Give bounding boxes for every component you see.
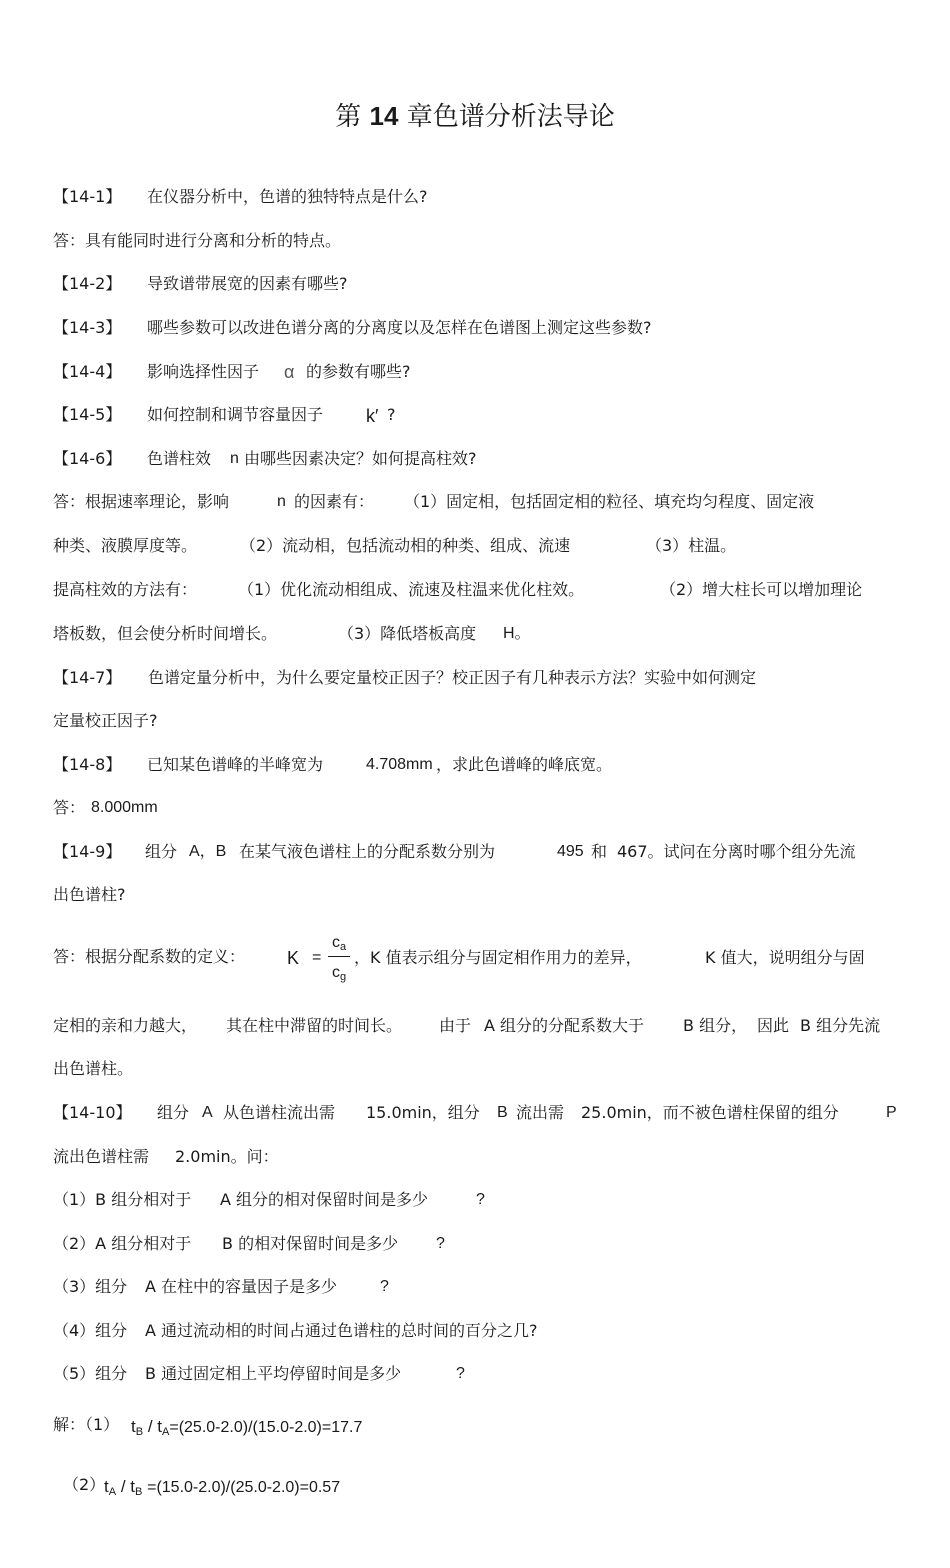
question-text: 467。试问在分离时哪个组分先流 xyxy=(617,842,856,861)
question-tag: 【14-10】 xyxy=(53,1103,132,1122)
value: 495 xyxy=(557,843,584,860)
answer-text: 提高柱效的方法有： xyxy=(53,580,198,599)
question-tag: 【14-9】 xyxy=(53,842,122,861)
question-text: 哪些参数可以改进色谱分离的分离度以及怎样在色谱图上测定这些参数? xyxy=(147,318,652,337)
answer-text: 的因素有： xyxy=(294,492,375,511)
question-text: P xyxy=(886,1104,897,1121)
answer-text: 出色谱柱。 xyxy=(53,1059,134,1078)
solution-label: 解：（1） xyxy=(53,1415,120,1434)
question-text: 25.0min，而不被色谱柱保留的组分 xyxy=(581,1103,839,1122)
k-prime-symbol: k′ xyxy=(366,406,379,426)
sub-question: B 的相对保留时间是多少 xyxy=(222,1234,399,1253)
answer-text: A 组分的分配系数大于 xyxy=(484,1016,645,1035)
question-text: 色谱柱效 xyxy=(147,449,212,468)
question-tag: 【14-2】 xyxy=(53,274,122,293)
symbol: n xyxy=(277,493,286,510)
question-text: 2.0min。问： xyxy=(175,1147,279,1166)
question-text: A xyxy=(202,1104,213,1121)
fraction-denominator: $c_g$ xyxy=(331,964,347,983)
value: 4.708mm xyxy=(366,756,433,773)
formula-k: K xyxy=(287,948,300,968)
sub-question: （3）组分 xyxy=(53,1277,128,1296)
question-text: 在某气液色谱柱上的分配系数分别为 xyxy=(239,842,496,861)
alpha-symbol: α xyxy=(284,362,295,382)
page-title: 第 14 章色谱分析法导论 xyxy=(335,101,615,132)
sub-question: （5）组分 xyxy=(53,1364,128,1383)
question-text: 流出色谱柱需 xyxy=(53,1147,150,1166)
sub-question: （2）A 组分相对于 xyxy=(53,1234,192,1253)
answer-text: 定相的亲和力越大， xyxy=(53,1016,198,1035)
question-text: ? xyxy=(387,405,396,424)
question-tag: 【14-8】 xyxy=(53,755,122,774)
formula-ta-tb: $t_A / t_B =(15.0-2.0)/(25.0-2.0)=0.57$ xyxy=(104,1477,341,1498)
question-tag: 【14-5】 xyxy=(53,405,122,424)
question-text: 在仪器分析中，色谱的独特特点是什么? xyxy=(147,187,428,206)
solution-label: （2） xyxy=(63,1475,106,1494)
answer-text: （3）柱温。 xyxy=(646,536,737,555)
question-text: 流出需 xyxy=(516,1103,565,1122)
sub-question: （1）B 组分相对于 xyxy=(53,1190,192,1209)
formula-tb-ta: $t_B / t_A=(25.0-2.0)/(15.0-2.0)=17.7$ xyxy=(131,1417,363,1438)
sub-question: ? xyxy=(436,1235,445,1252)
question-tag: 【14-6】 xyxy=(53,449,122,468)
sub-question: A 组分的相对保留时间是多少 xyxy=(220,1190,429,1209)
symbol: n xyxy=(230,450,239,467)
question-text: 已知某色谱峰的半峰宽为 xyxy=(147,755,324,774)
answer-text: 答：具有能同时进行分离和分析的特点。 xyxy=(53,231,342,250)
sub-question: A 通过流动相的时间占通过色谱柱的总时间的百分之几? xyxy=(145,1321,538,1340)
answer-text: 塔板数，但会使分析时间增长。 xyxy=(53,624,278,643)
question-text: 组分 xyxy=(157,1103,190,1122)
sub-question: B 通过固定相上平均停留时间是多少 xyxy=(145,1364,402,1383)
sub-question: A 在柱中的容量因子是多少 xyxy=(145,1277,338,1296)
question-text: 导致谱带展宽的因素有哪些? xyxy=(147,274,348,293)
question-text: ，求此色谱峰的峰底宽。 xyxy=(436,755,613,774)
answer-text: B 组分， xyxy=(683,1016,748,1035)
question-text: A，B xyxy=(189,843,227,860)
answer-text: （1）优化流动相组成、流速及柱温来优化柱效。 xyxy=(238,580,585,599)
question-text: 色谱定量分析中，为什么要定量校正因子？校正因子有几种表示方法？实验中如何测定 xyxy=(148,668,757,687)
answer-text: 因此 xyxy=(757,1016,790,1035)
sub-question: （4）组分 xyxy=(53,1321,128,1340)
answer-text: 答： xyxy=(53,798,86,817)
question-text: 出色谱柱? xyxy=(53,885,126,904)
sub-question: ? xyxy=(380,1278,389,1295)
question-text: 组分 xyxy=(145,842,178,861)
question-text: 和 xyxy=(591,842,608,861)
answer-text: B 组分先流 xyxy=(800,1016,881,1035)
formula-equals: = xyxy=(312,949,322,966)
fraction-numerator: $c_a$ xyxy=(331,934,347,953)
answer-text: 其在柱中滞留的时间长。 xyxy=(226,1016,403,1035)
answer-text: （2）增大柱长可以增加理论 xyxy=(660,580,863,599)
question-text: 定量校正因子? xyxy=(53,711,158,730)
question-text: 的参数有哪些? xyxy=(306,362,411,381)
sub-question: ? xyxy=(456,1365,465,1382)
question-text: 如何控制和调节容量因子 xyxy=(147,405,324,424)
answer-text: （1）固定相，包括固定相的粒径、填充均匀程度、固定液 xyxy=(404,492,815,511)
answer-text: （2）流动相，包括流动相的种类、组成、流速 xyxy=(240,536,571,555)
question-text: B xyxy=(497,1104,508,1121)
answer-text: 种类、液膜厚度等。 xyxy=(53,536,198,555)
answer-text: H。 xyxy=(503,625,531,642)
answer-text: （3）降低塔板高度 xyxy=(338,624,477,643)
sub-question: ? xyxy=(476,1191,485,1208)
question-text: 由哪些因素决定？如何提高柱效? xyxy=(244,449,477,468)
question-text: 15.0min，组分 xyxy=(366,1103,480,1122)
answer-text: K 值大，说明组分与固 xyxy=(705,948,865,967)
answer-text: 答：根据速率理论，影响 xyxy=(53,492,230,511)
answer-text: 由于 xyxy=(439,1016,472,1035)
question-text: 影响选择性因子 xyxy=(147,362,260,381)
answer-text: ，K 值表示组分与固定相作用力的差异， xyxy=(354,948,642,967)
question-tag: 【14-1】 xyxy=(53,187,122,206)
value: 8.000mm xyxy=(91,799,158,816)
question-tag: 【14-3】 xyxy=(53,318,122,337)
question-tag: 【14-7】 xyxy=(53,668,122,687)
fraction-bar xyxy=(328,956,350,957)
answer-text: 答：根据分配系数的定义： xyxy=(53,947,246,966)
question-tag: 【14-4】 xyxy=(53,362,122,381)
question-text: 从色谱柱流出需 xyxy=(223,1103,336,1122)
